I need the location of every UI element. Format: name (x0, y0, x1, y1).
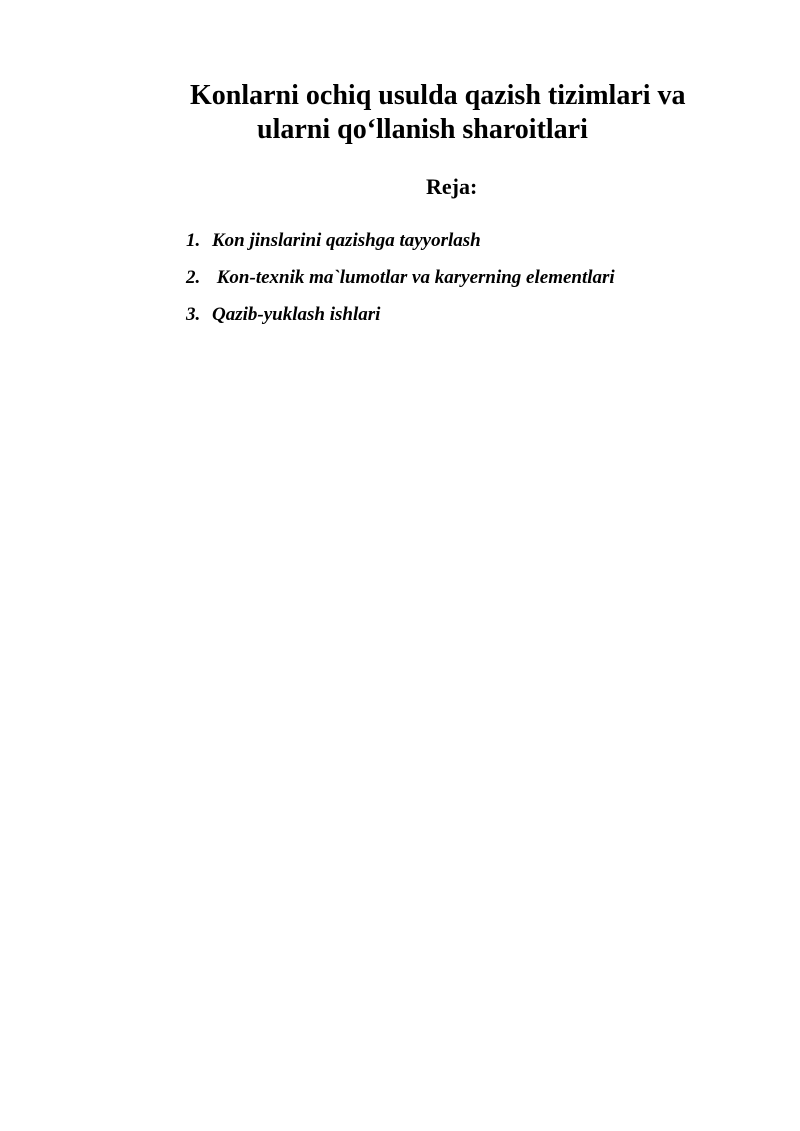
plan-item-text: Kon-texnik ma`lumotlar va karyerning elementlari (212, 267, 615, 288)
plan-item (186, 229, 615, 266)
plan-item-number: 3. (186, 304, 201, 325)
plan-heading: Reja: (426, 174, 478, 199)
plan-item-text: Kon jinslarini qazishga tayyorlash (212, 230, 481, 251)
plan-item (186, 303, 615, 340)
document-title-line-1: Konlarni ochiq usulda qazish tizimlari va (190, 80, 686, 111)
plan-item-text: Qazib-yuklash ishlari (212, 304, 381, 325)
plan-item-number: 1. (186, 230, 201, 251)
plan-list (186, 229, 615, 340)
plan-item (186, 266, 615, 303)
plan-item-number: 2. (186, 267, 201, 288)
document-title-line-2: ularni qo‘llanish sharoitlari (257, 114, 588, 145)
